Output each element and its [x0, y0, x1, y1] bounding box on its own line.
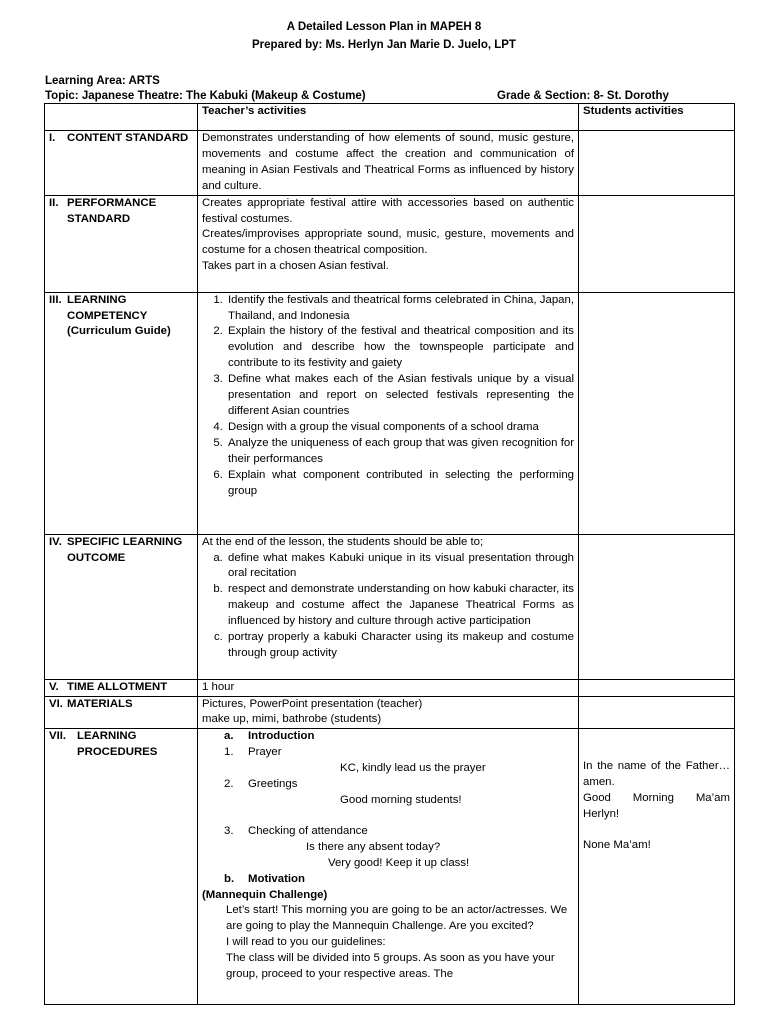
procedures-label — [45, 729, 198, 1005]
content-standard-student-cell — [579, 131, 735, 196]
procedure-heading: b. Motivation — [202, 872, 574, 888]
lesson-plan-table — [44, 103, 735, 1005]
performance-line: Creates appropriate festival attire with accessories based on authentic festival costumes. — [202, 196, 574, 225]
attendance-detail: Very good! Keep it up class! — [328, 856, 470, 869]
procedures-student-cell — [579, 729, 735, 1005]
section-number: VII. — [49, 730, 67, 743]
section-number: VI. — [49, 697, 63, 710]
list-item: a. define what makes Kabuki unique in its visual presentation through oral recitation — [226, 551, 574, 583]
header-empty-cell — [45, 104, 198, 131]
performance-standard-row — [45, 195, 735, 292]
student-response: In the name of the Father… amen. — [583, 760, 730, 789]
students-activities-header: Students activities — [579, 104, 735, 131]
section-label: MATERIALS — [67, 697, 133, 710]
list-item: 2. Explain the history of the festival and theatrical composition and its evolution and describe how the townspeople participate and contribute to its festivity and gaiety — [226, 324, 574, 372]
section-number: IV. — [49, 535, 62, 548]
prayer-detail: KC, kindly lead us the prayer — [340, 762, 486, 775]
outcome-intro: At the end of the lesson, the students should be able to; — [202, 535, 484, 548]
outcome-list — [202, 551, 574, 662]
section-label: LEARNING COMPETENCY — [67, 293, 148, 322]
procedure-heading: a. Introduction — [202, 729, 574, 745]
procedure-step: 2. Greetings — [202, 777, 574, 793]
section-sublabel: (Curriculum Guide) — [67, 325, 171, 338]
section-label: SPECIFIC LEARNING OUTCOME — [67, 535, 183, 564]
greetings-step: Greetings — [248, 778, 298, 791]
list-item: b. respect and demonstrate understanding on how kabuki character, its makeup and costume affect the Japanese Theatrical Forms as influenced by history and culture through active participation — [226, 582, 574, 630]
topic: Topic: Japanese Theatre: The Kabuki (Makeup & Costume) — [45, 90, 366, 102]
performance-line: Creates/improvises appropriate sound, music, gesture, movements and costume for a chosen theatrical composition. — [202, 228, 574, 257]
grade-section: Grade & Section: 8- St. Dorothy — [497, 90, 669, 102]
learning-competency-text — [198, 292, 579, 534]
procedures-row — [45, 729, 735, 1005]
time-allotment-student-cell — [579, 679, 735, 696]
procedure-step: 3. Checking of attendance — [202, 824, 574, 840]
section-number: III. — [49, 293, 62, 306]
greetings-detail: Good morning students! — [340, 793, 462, 806]
document-title: A Detailed Lesson Plan in MAPEH 8 — [286, 21, 482, 33]
procedures-text — [198, 729, 579, 1005]
list-item: c. portray properly a kabuki Character using its makeup and costume through group activity — [226, 630, 574, 662]
introduction-title: Introduction — [248, 730, 315, 743]
learning-outcome-student-cell — [579, 534, 735, 679]
materials-text — [198, 696, 579, 729]
materials-student-cell — [579, 696, 735, 729]
learning-outcome-text — [198, 534, 579, 679]
list-item: 3. Define what makes each of the Asian festivals unique by a visual presentation and report on selected festivals representing the different Asian countries — [226, 372, 574, 420]
student-response: Good Morning Ma’am Herlyn! — [583, 792, 730, 821]
motivation-paragraph: The class will be divided into 5 groups. As soon as you have your group, proceed to your respective areas. The — [226, 952, 555, 981]
materials-line: Pictures, PowerPoint presentation (teacher) — [202, 697, 423, 710]
learning-competency-label — [45, 292, 198, 534]
section-label: TIME ALLOTMENT — [67, 680, 168, 693]
time-allotment-row — [45, 679, 735, 696]
teacher-activities-header: Teacher’s activities — [198, 104, 579, 131]
prayer-step: Prayer — [248, 746, 282, 759]
performance-standard-student-cell — [579, 195, 735, 292]
procedure-step: 1. Prayer — [202, 745, 574, 761]
materials-line: make up, mimi, bathrobe (students) — [202, 713, 382, 726]
table-header-row — [45, 104, 735, 131]
learning-competency-student-cell — [579, 292, 735, 534]
learning-competency-row — [45, 292, 735, 534]
list-item: 1. Identify the festivals and theatrical forms celebrated in China, Japan, Thailand, and Indonesia — [226, 293, 574, 325]
section-label: CONTENT STANDARD — [67, 132, 189, 144]
competency-list — [202, 293, 574, 500]
section-number: II. — [49, 196, 59, 209]
content-standard-row — [45, 131, 735, 196]
learning-area: Learning Area: ARTS — [45, 75, 160, 87]
performance-standard-label — [45, 195, 198, 292]
list-item: 4. Design with a group the visual components of a school drama — [226, 420, 574, 436]
learning-outcome-label — [45, 534, 198, 679]
section-label: LEARNING PROCEDURES — [77, 730, 158, 759]
materials-row — [45, 696, 735, 729]
list-item: 6. Explain what component contributed in selecting the performing group — [226, 468, 574, 500]
student-response: None Ma’am! — [583, 838, 651, 851]
time-allotment-label — [45, 679, 198, 696]
materials-label — [45, 696, 198, 729]
attendance-detail: Is there any absent today? — [306, 840, 441, 853]
mannequin-challenge-title: (Mannequin Challenge) — [202, 888, 328, 901]
section-label: PERFORMANCE STANDARD — [67, 196, 157, 225]
motivation-title: Motivation — [248, 872, 305, 885]
attendance-step: Checking of attendance — [248, 824, 368, 837]
content-standard-text: Demonstrates understanding of how elements of sound, music gesture, movements and costume affect the creation and communication of meaning in Asian Festivals and Theatrical Forms as influenced by history and culture. — [198, 131, 579, 196]
content-standard-label — [45, 131, 198, 196]
list-item: 5. Analyze the uniqueness of each group that was given recognition for their performances — [226, 436, 574, 468]
performance-line: Takes part in a chosen Asian festival. — [202, 260, 389, 273]
motivation-paragraph: I will read to you our guidelines: — [226, 936, 386, 949]
section-number: I. — [49, 132, 56, 144]
learning-outcome-row — [45, 534, 735, 679]
section-number: V. — [49, 680, 59, 693]
performance-standard-text — [198, 195, 579, 292]
motivation-paragraph: Let’s start! This morning you are going to be an actor/actresses. We are going to play the Mannequin Challenge. Are you excited? — [226, 904, 568, 933]
time-allotment-value: 1 hour — [198, 679, 579, 696]
prepared-by: Prepared by: Ms. Herlyn Jan Marie D. Juelo, LPT — [252, 39, 516, 51]
